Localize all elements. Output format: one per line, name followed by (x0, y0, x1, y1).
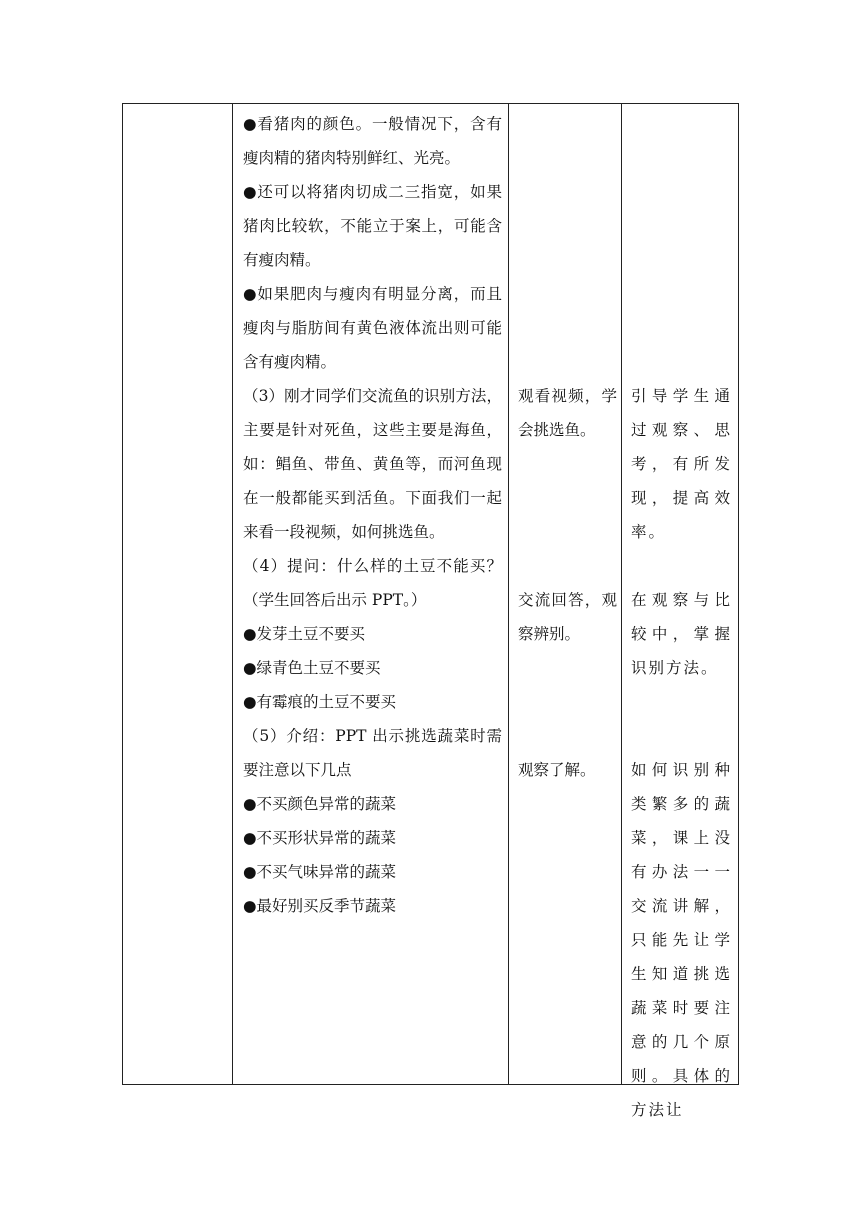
paragraph-fish-video: （3）刚才同学们交流鱼的识别方法，主要是针对死鱼，这些主要是海鱼，如：鲳鱼、带鱼、黄鱼等，而河鱼现在一般都能买到活鱼。下面我们一起来看一段视频，如何挑选鱼。 (243, 387, 502, 541)
list-item-veg-season: ●最好别买反季节蔬菜 (243, 897, 397, 915)
design-intent-vegetable: 如何识别种类繁多的蔬菜，课上没有办法一一交流讲解，只能先让学生知道挑选蔬菜时要注意的几个原则。具体的方法让 (631, 761, 732, 1119)
list-item-veg-shape: ●不买形状异常的蔬菜 (243, 829, 397, 847)
paragraph-pork-cut: ●还可以将猪肉切成二三指宽，如果猪肉比较软，不能立于案上，可能含有瘦肉精。 (243, 183, 502, 269)
design-intent-cell (622, 104, 739, 1119)
paragraph-pork-color: ●看猪肉的颜色。一般情况下，含有瘦肉精的猪肉特别鲜红、光亮。 (243, 115, 502, 167)
table-row (123, 104, 739, 1085)
design-intent-fish: 引导学生通过观察、思考，有所发现，提高效率。 (631, 387, 732, 541)
lesson-plan-table (122, 103, 739, 1119)
stage-column-cell (123, 104, 233, 1085)
student-activity-fish: 观看视频，学会挑选鱼。 (518, 387, 617, 439)
design-intent-potato: 在观察与比较中，掌握识别方法。 (631, 591, 732, 677)
list-item-veg-smell: ●不买气味异常的蔬菜 (243, 863, 397, 881)
student-activity-vegetable: 观察了解。 (518, 761, 596, 779)
student-activity-cell (509, 104, 622, 1085)
list-item-potato-green: ●绿青色土豆不要买 (243, 659, 381, 677)
list-item-potato-sprout: ●发芽土豆不要买 (243, 625, 366, 643)
paragraph-pork-fat: ●如果肥肉与瘦肉有明显分离，而且瘦肉与脂肪间有黄色液体流出则可能含有瘦肉精。 (243, 285, 502, 371)
student-activity-potato: 交流回答，观察辨别。 (518, 591, 617, 643)
paragraph-vegetable-intro: （5）介绍：PPT 出示挑选蔬菜时需要注意以下几点 (243, 727, 502, 779)
list-item-veg-color: ●不买颜色异常的蔬菜 (243, 795, 397, 813)
paragraph-potato-question: （4）提问：什么样的土豆不能买？（学生回答后出示 PPT。） (243, 557, 502, 609)
list-item-potato-mold: ●有霉痕的土豆不要买 (243, 693, 397, 711)
teacher-activity-cell (233, 104, 509, 1085)
